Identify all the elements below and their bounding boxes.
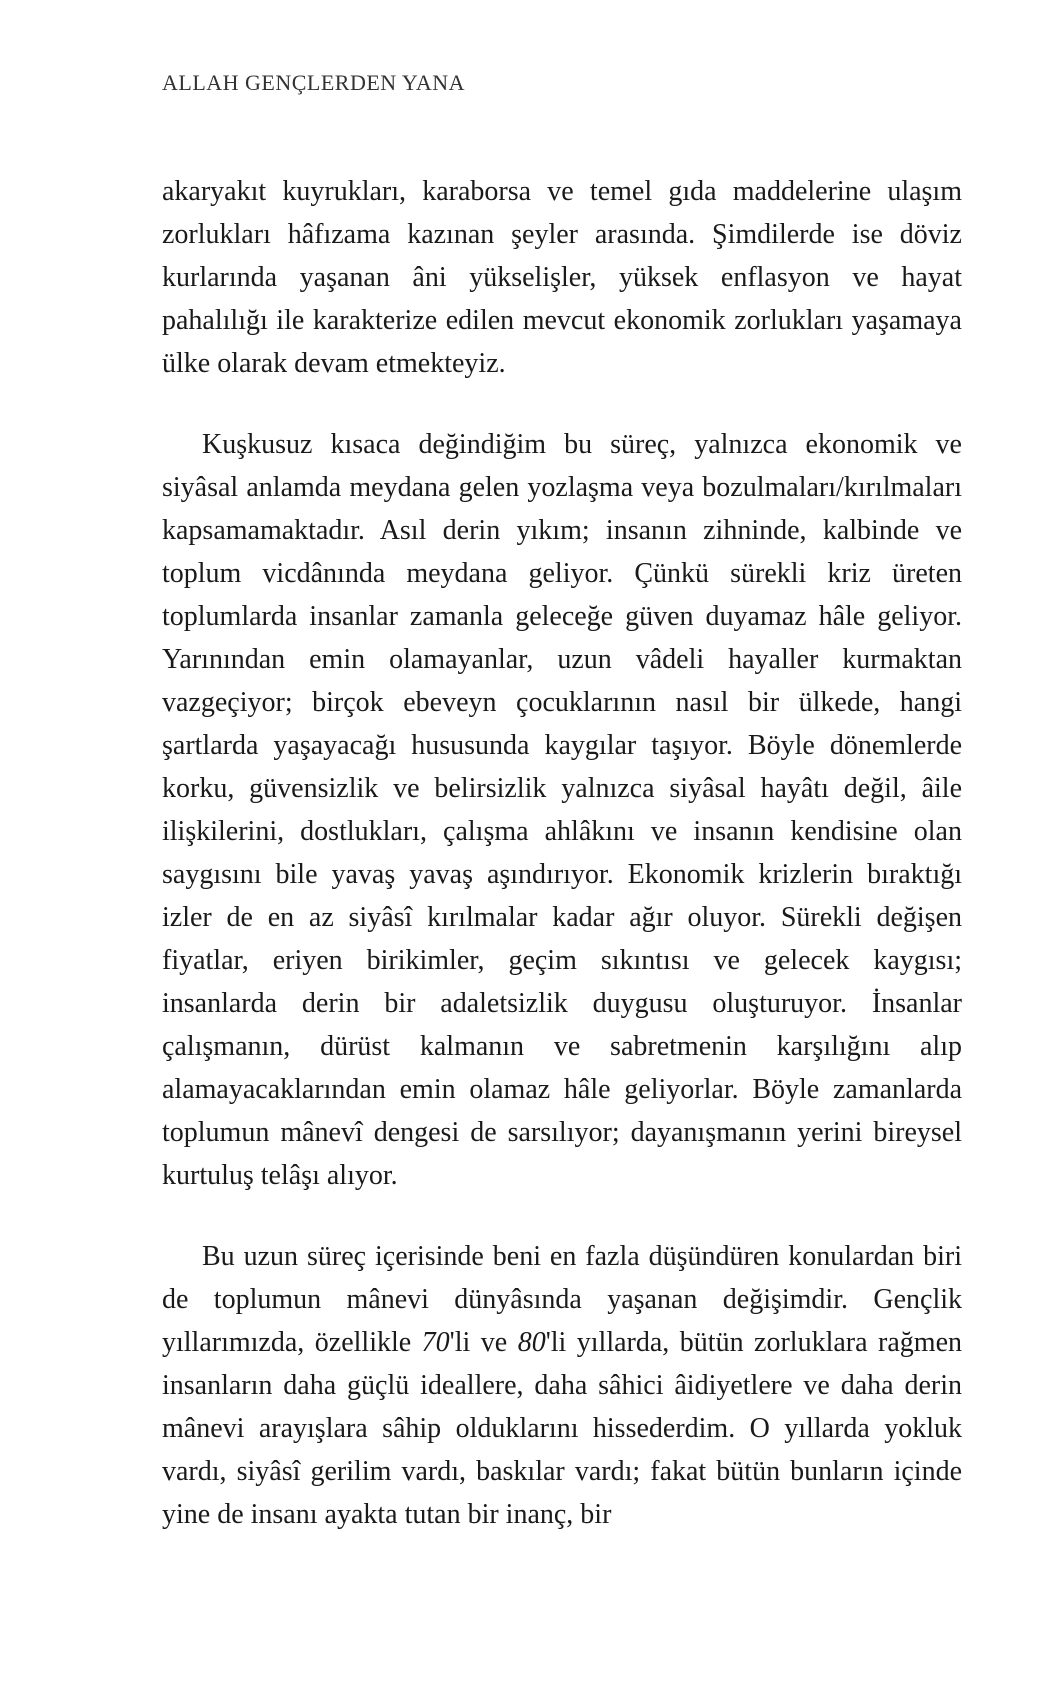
paragraph-3-text-b: 'li ve [449, 1327, 518, 1358]
paragraph-1: akaryakıt kuyrukları, karaborsa ve temel gıda maddelerine ulaşım zorlukları hâfızama kazınan şeyler arasında. Şimdilerde ise döviz kurlarında yaşanan âni yükselişler, yüksek enflasyon ve hayat pahalılığı ile karakterize edilen mevcut ekonomik zorlukları yaşamaya ülke olarak devam etmekteyiz. [162, 176, 962, 379]
paragraph-3-text-a: Bu uzun süreç içerisinde beni en fazla düşündüren konulardan biri de toplumun mânevi dünyâsında yaşanan değişimdir. Gençlik yıllarımızda, özellikle [162, 1241, 962, 1358]
running-header: ALLAH GENÇLERDEN YANA [162, 70, 465, 95]
paragraph-3-text-c: 'li yıllarda, bütün zorluklara rağmen insanların daha güçlü ideallere, daha sâhici âidiyetlere ve daha derin mânevi arayışlara sâhip olduklarını hissederdim. O yıllarda yokluk vardı, siyâsî gerilim vardı, baskılar vardı; fakat bütün bunların içinde yine de insanı ayakta tutan bir inanç, bir [162, 1327, 962, 1530]
text-body [162, 170, 962, 1574]
italic-70: 70 [421, 1327, 450, 1358]
italic-80: 80 [517, 1327, 546, 1358]
paragraph-3 [162, 1235, 962, 1536]
paragraph-2: Kuşkusuz kısaca değindiğim bu süreç, yalnızca ekonomik ve siyâsal anlamda meydana gelen yozlaşma veya bozulmaları/kırılmaları kapsamamaktadır. Asıl derin yıkım; insanın zihninde, kalbinde ve toplum vicdânında meydana geliyor. Çünkü sürekli kriz üreten toplumlarda insanlar zamanla geleceğe güven duyamaz hâle geliyor. Yarınından emin olamayanlar, uzun vâdeli hayaller kurmaktan vazgeçiyor; birçok ebeveyn çocuklarının nasıl bir ülkede, hangi şartlarda yaşayacağı hususunda kaygılar taşıyor. Böyle dönemlerde korku, güvensizlik ve belirsizlik yalnızca siyâsal hayâtı değil, âile ilişkilerini, dostlukları, çalışma ahlâkını ve insanın kendisine olan saygısını bile yavaş yavaş aşındırıyor. Ekonomik krizlerin bıraktığı izler de en az siyâsî kırılmalar kadar ağır oluyor. Sürekli değişen fiyatlar, eriyen birikimler, geçim sıkıntısı ve gelecek kaygısı; insanlarda derin bir adaletsizlik duygusu oluşturuyor. İnsanlar çalışmanın, dürüst kalmanın ve sabretmenin karşılığını alıp alamayacaklarından emin olamaz hâle geliyorlar. Böyle zamanlarda toplumun mânevî dengesi de sarsılıyor; dayanışmanın yerini bireysel kurtuluş telâşı alıyor. [162, 429, 962, 1191]
